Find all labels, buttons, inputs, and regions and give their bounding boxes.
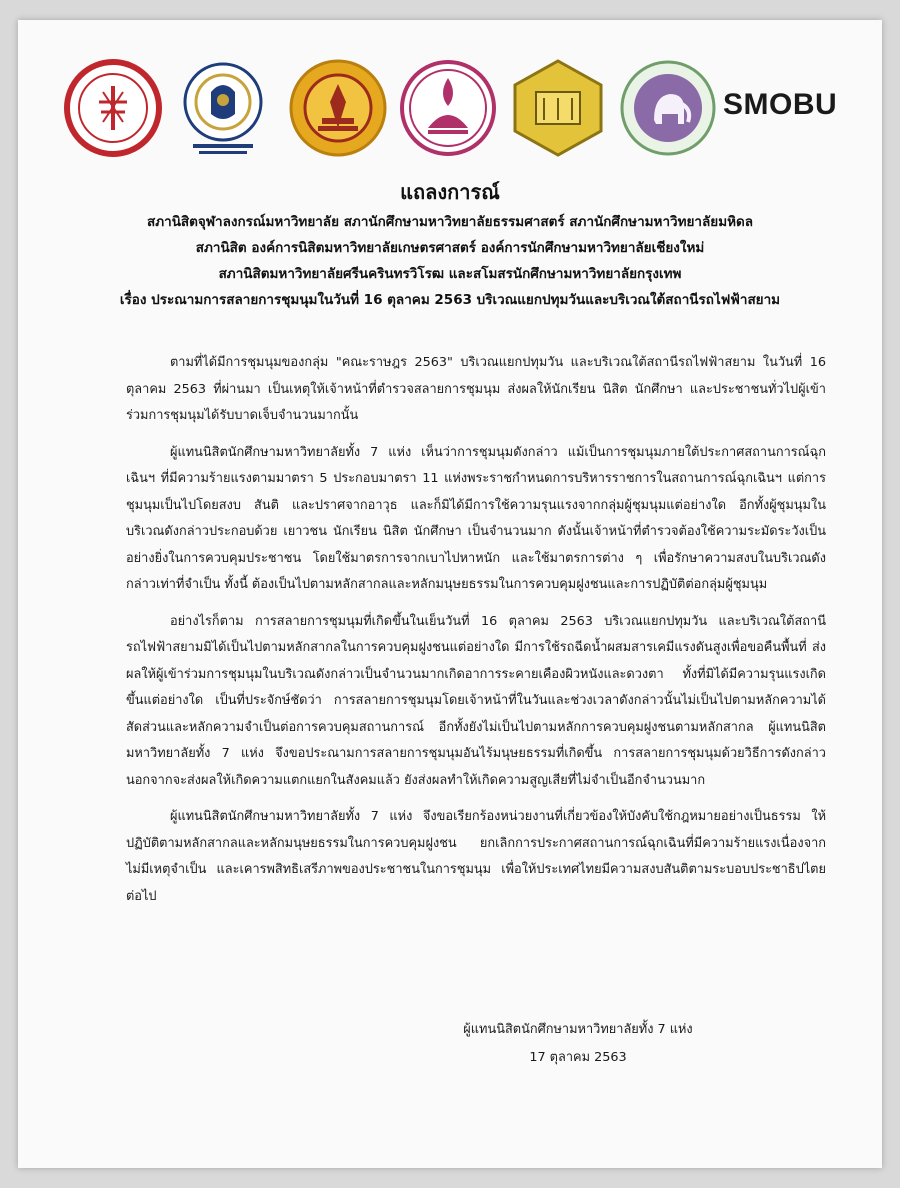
- smobu-logo: SMOBU: [723, 88, 838, 121]
- chulalongkorn-student-council-logo: [63, 58, 163, 158]
- statement-document: [18, 20, 882, 1168]
- logo-row: [63, 58, 853, 158]
- signatory: ผู้แทนนิสิตนักศึกษามหาวิทยาลัยทั้ง 7 แห่ง: [463, 1022, 693, 1037]
- document-title: แถลงการณ์: [400, 180, 500, 204]
- signature-block: [438, 1016, 718, 1072]
- kasetsart-student-council-logo: [398, 58, 498, 158]
- paragraph: อย่างไรก็ตาม การสลายการชุมนุมที่เกิดขึ้นในเย็นวันที่ 16 ตุลาคม 2563 บริเวณแยกปทุมวัน และบริเวณใต้สถานีรถไฟฟ้าสยามมิได้เป็นไปตามหลักสากลในการควบคุมฝูงชนแต่อย่างใด มีการใช้รถฉีดน้ำผสมสารเคมีแรงดันสูงเพื่อขอคืนพื้นที่ ส่งผลให้ผู้เข้าร่วมการชุมนุมในบริเวณดังกล่าวเป็นจำนวนมากเกิดอาการระคายเคืองผิวหนังและดวงตา ทั้งที่มิได้มีความรุนแรงเกิดขึ้นแต่อย่างใด เป็นที่ประจักษ์ชัดว่า การสลายการชุมนุมโดยเจ้าหน้าที่ในวันและช่วงเวลาดังกล่าวนั้นไม่เป็นไปตามหลักความได้สัดส่วนและหลักความจำเป็นต่อการควบคุมสถานการณ์ อีกทั้งยังไม่เป็นไปตามหลักการควบคุมฝูงชนตามหลักสากล ผู้แทนนิสิตมหาวิทยาลัยทั้ง 7 แห่ง จึงขอประณามการสลายการชุมนุมอันไร้มนุษยธรรมที่เกิดขึ้น การสลายการชุมนุมด้วยวิธีการดังกล่าว นอกจากจะส่งผลให้เกิดความแตกแยกในสังคมแล้ว ยังส่งผลทำให้เกิดความสูญเสียที่ไม่จำเป็นอีกจำนวนมาก: [126, 613, 826, 788]
- mahidol-student-council-logo: [173, 58, 273, 158]
- subhead-line: สภานิสิต องค์การนิสิตมหาวิทยาลัยเกษตรศาสตร์ องค์การนักศึกษามหาวิทยาลัยเชียงใหม่: [195, 240, 705, 256]
- srinakharinwirot-student-council-logo: [618, 58, 718, 158]
- subhead-line: สภานิสิตจุฬาลงกรณ์มหาวิทยาลัย สภานักศึกษามหาวิทยาลัยธรรมศาสตร์ สภานักศึกษามหาวิทยาลัยมหิดล: [146, 214, 754, 230]
- statement-body: [126, 350, 826, 920]
- paragraph: ผู้แทนนิสิตนักศึกษามหาวิทยาลัยทั้ง 7 แห่ง เห็นว่าการชุมนุมดังกล่าว แม้เป็นการชุมนุมภายใต้ประกาศสถานการณ์ฉุกเฉินฯ ที่มีความร้ายแรงตามมาตรา 5 ประกอบมาตรา 11 แห่งพระราชกำหนดการบริหารราชการในสถานการณ์ฉุกเฉินฯ แต่การชุมนุมเป็นไปโดยสงบ สันติ และปราศจากอาวุธ และก็มิได้มีการใช้ความรุนแรงจากกลุ่มผู้ชุมนุมแต่อย่างใด อีกทั้งผู้ชุมนุมในบริเวณดังกล่าวประกอบด้วย เยาวชน นักเรียน นิสิต นักศึกษา เป็นจำนวนมาก ดังนั้นเจ้าหน้าที่ตำรวจต้องใช้ความระมัดระวังเป็นอย่างยิ่งในการควบคุมประชาชน โดยใช้มาตรการจากเบาไปหาหนัก และใช้มาตรการต่าง ๆ เพื่อรักษาความสงบในบริเวณดังกล่าวเท่าที่จำเป็น ทั้งนี้ ต้องเป็นไปตามหลักสากลและหลักมนุษยธรรมในการควบคุมฝูงชนและการปฏิบัติต่อกลุ่มผู้ชุมนุม: [126, 444, 826, 592]
- paragraph: ผู้แทนนิสิตนักศึกษามหาวิทยาลัยทั้ง 7 แห่ง จึงขอเรียกร้องหน่วยงานที่เกี่ยวข้องให้บังคับใช้กฎหมายอย่างเป็นธรรม ให้ปฏิบัติตามหลักสากลและหลักมนุษยธรรมในการควบคุมฝูงชน ยกเลิกการประกาศสถานการณ์ฉุกเฉินที่มีความร้ายแรงเนื่องจากไม่มีเหตุจำเป็น และเคารพสิทธิเสรีภาพของประชาชนในการชุมนุม เพื่อให้ประเทศไทยมีความสงบสันติตามระบอบประชาธิปไตยต่อไป: [126, 809, 826, 904]
- statement-date: 17 ตุลาคม 2563: [529, 1050, 627, 1065]
- paragraph: ตามที่ได้มีการชุมนุมของกลุ่ม "คณะราษฎร 2563" บริเวณแยกปทุมวัน และบริเวณใต้สถานีรถไฟฟ้าสยาม ในวันที่ 16 ตุลาคม 2563 ที่ผ่านมา เป็นเหตุให้เจ้าหน้าที่ตำรวจสลายการชุมนุม ส่งผลให้นักเรียน นิสิต นักศึกษา และประชาชนทั่วไปผู้เข้าร่วมการชุมนุมได้รับบาดเจ็บจำนวนมากนั้น: [126, 355, 826, 423]
- subject-line: เรื่อง ประณามการสลายการชุมนุมในวันที่ 16 ตุลาคม 2563 บริเวณแยกปทุมวันและบริเวณใต้สถานีรถไฟฟ้าสยาม: [119, 292, 781, 308]
- thammasat-student-union-logo: [288, 58, 388, 158]
- subhead-line: สภานิสิตมหาวิทยาลัยศรีนครินทรวิโรฒ และสโมสรนักศึกษามหาวิทยาลัยกรุงเทพ: [218, 266, 682, 282]
- chiangmai-student-org-logo: [508, 58, 608, 158]
